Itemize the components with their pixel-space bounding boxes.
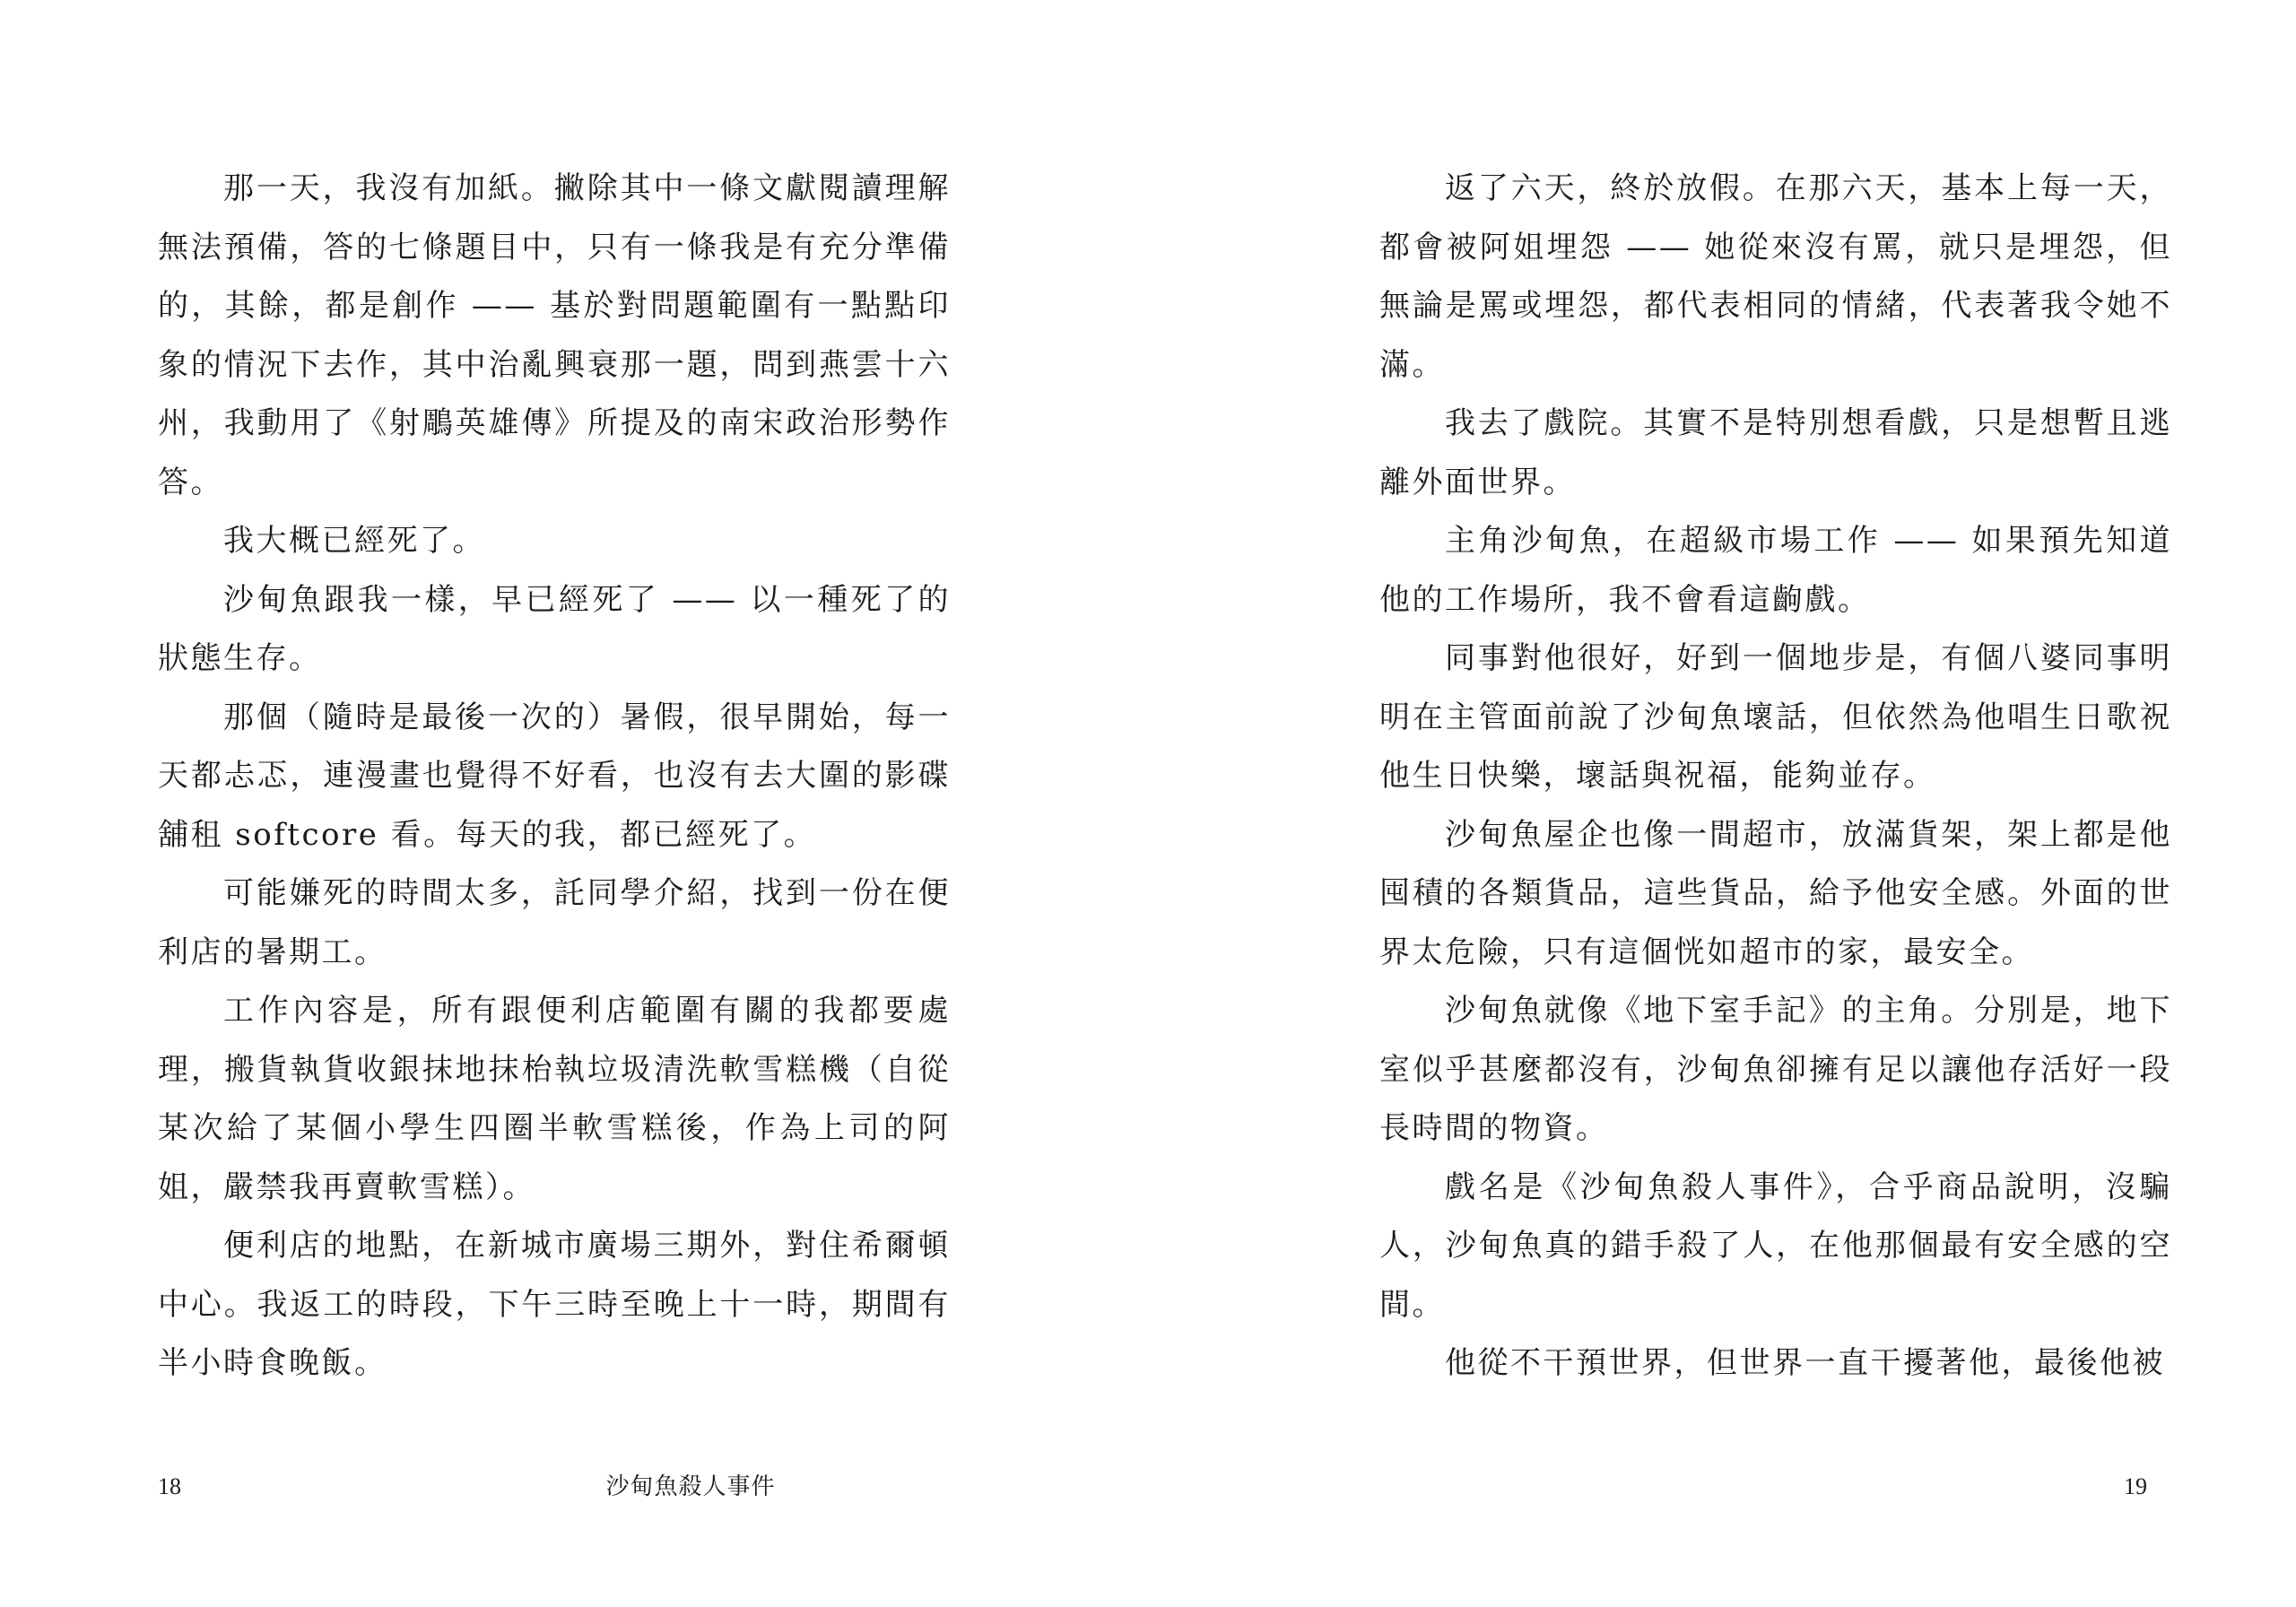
page-number: 18 xyxy=(158,1473,181,1499)
paragraph: 戲名是《沙甸魚殺人事件》，合乎商品說明，沒騙人，沙甸魚真的錯手殺了人，在他那個最有安全感的空間。 xyxy=(1379,1168,2172,1323)
paragraph: 他從不干預世界，但世界一直干擾著他，最後他被 xyxy=(1445,1345,2165,1381)
paragraph: 主角沙甸魚，在超級市場工作 —— 如果預先知道他的工作場所，我不會看這齣戲。 xyxy=(1379,523,2172,618)
right-page-body xyxy=(1379,160,2172,1394)
paragraph: 沙甸魚跟我一樣，早已經死了 —— 以一種死了的狀態生存。 xyxy=(158,581,951,676)
paragraph: 便利店的地點，在新城市廣場三期外，對住希爾頓中心。我返工的時段，下午三時至晚上十一時，期間有半小時食晚飯。 xyxy=(158,1228,951,1381)
right-page xyxy=(1148,0,2296,1607)
running-title: 沙甸魚殺人事件 xyxy=(605,1473,776,1499)
paragraph: 工作內容是，所有跟便利店範圍有關的我都要處理，搬貨執貨收銀抹地抹枱執垃圾清洗軟雪糕機（自從某次給了某個小學生四圈半軟雪糕後，作為上司的阿姐，嚴禁我再賣軟雪糕）。 xyxy=(158,993,951,1205)
paragraph: 同事對他很好，好到一個地步是，有個八婆同事明明在主管面前說了沙甸魚壞話，但依然為他唱生日歌祝他生日快樂，壞話與祝福，能夠並存。 xyxy=(1379,640,2172,794)
paragraph: 沙甸魚就像《地下室手記》的主角。分別是，地下室似乎甚麼都沒有，沙甸魚卻擁有足以讓他存活好一段長時間的物資。 xyxy=(1379,993,2172,1146)
page-number: 19 xyxy=(2124,1473,2147,1499)
left-page-body xyxy=(158,160,951,1394)
paragraph: 那一天，我沒有加紙。撇除其中一條文獻閱讀理解無法預備，答的七條題目中，只有一條我是有充分準備的，其餘，都是創作 —— 基於對問題範圍有一點點印象的情況下去作，其中治亂興衰那一題，問到燕雲十六州，我動用了《射鵰英雄傳》所提及的南宋政治形勢作答。 xyxy=(158,170,951,500)
paragraph: 那個（隨時是最後一次的）暑假，很早開始，每一天都忐忑，連漫畫也覺得不好看，也沒有去大圍的影碟舖租 softcore 看。每天的我，都已經死了。 xyxy=(158,699,951,853)
paragraph: 沙甸魚屋企也像一間超市，放滿貨架，架上都是他囤積的各類貨品，這些貨品，給予他安全感。外面的世界太危險，只有這個恍如超市的家，最安全。 xyxy=(1379,816,2172,970)
paragraph: 可能嫌死的時間太多，託同學介紹，找到一份在便利店的暑期工。 xyxy=(158,875,951,970)
paragraph: 返了六天，終於放假。在那六天，基本上每一天，都會被阿姐埋怨 —— 她從來沒有罵，就只是埋怨，但無論是罵或埋怨，都代表相同的情緒，代表著我令她不滿。 xyxy=(1379,170,2172,383)
paragraph: 我去了戲院。其實不是特別想看戲，只是想暫且逃離外面世界。 xyxy=(1379,405,2172,500)
paragraph: 我大概已經死了。 xyxy=(223,523,485,559)
